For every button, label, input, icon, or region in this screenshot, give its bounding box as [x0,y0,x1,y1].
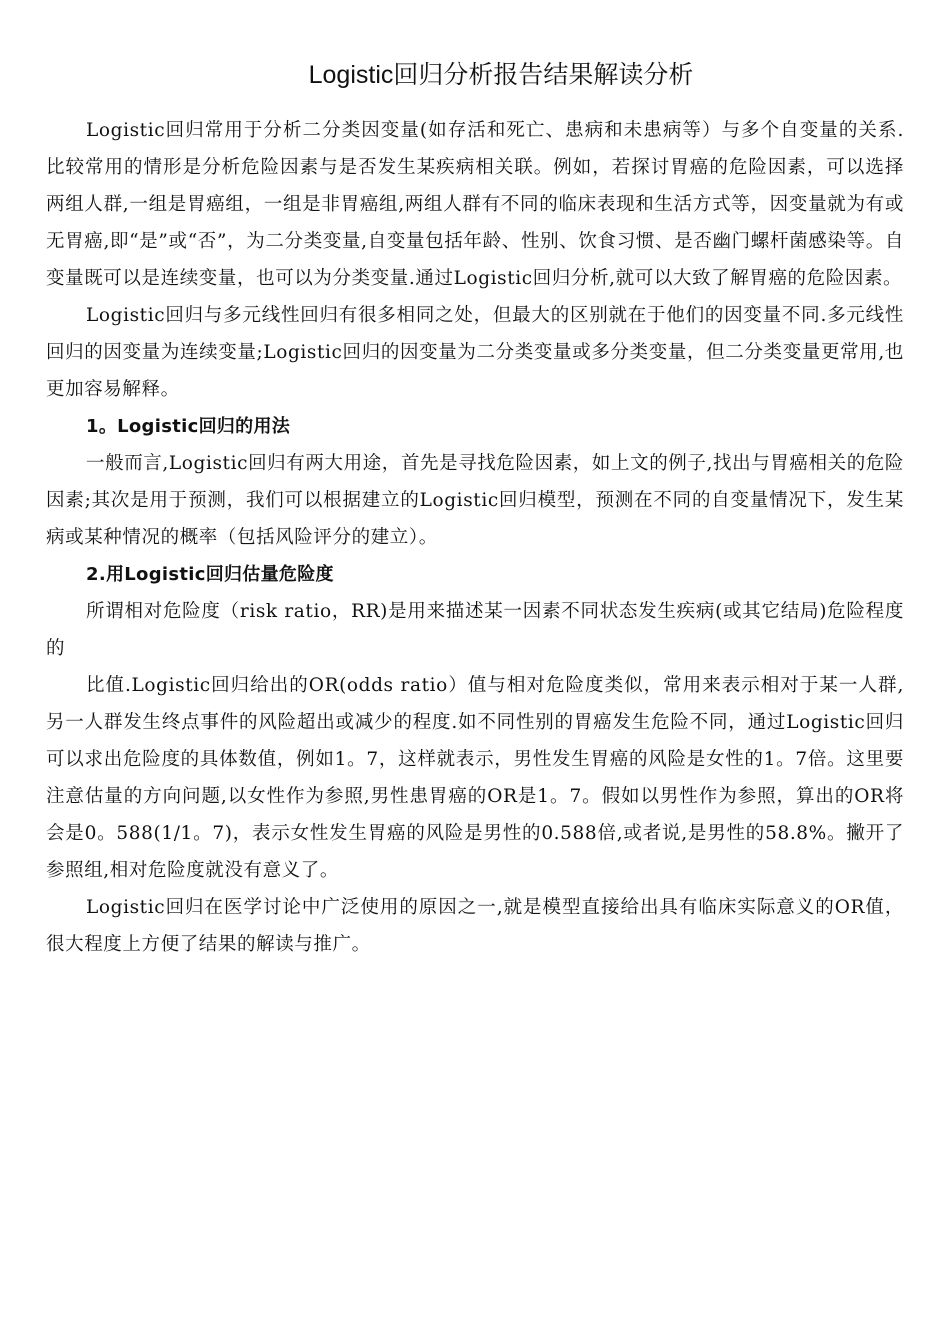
paragraph-usage: 一般而言,Logistic回归有两大用途，首先是寻找危险因素，如上文的例子,找出与胃癌相关的危险因素;其次是用于预测，我们可以根据建立的Logistic回归模型，预测在不同的自变量情况下，发生某病或某种情况的概率（包括风险评分的建立）。 [46,453,904,548]
paragraph-odds-ratio: 比值.Logistic回归给出的OR(odds ratio）值与相对危险度类似，常用来表示相对于某一人群,另一人群发生终点事件的风险超出或减少的程度.如不同性别的胃癌发生危险不同，通过Logistic回归可以求出危险度的具体数值，例如1。7，这样就表示，男性发生胃癌的风险是女性的1。7倍。这里要注意估量的方向问题,以女性作为参照,男性患胃癌的OR是1。7。假如以男性作为参照，算出的OR将会是0。588(1/1。7)，表示女性发生胃癌的风险是男性的0.588倍,或者说,是男性的58.8%。撇开了参照组,相对危险度就没有意义了。 [46,675,904,881]
paragraph-intro: Logistic回归常用于分析二分类因变量(如存活和死亡、患病和未患病等）与多个自变量的关系.比较常用的情形是分析危险因素与是否发生某疾病相关联。例如，若探讨胃癌的危险因素，可以选择两组人群,一组是胃癌组，一组是非胃癌组,两组人群有不同的临床表现和生活方式等，因变量就为有或无胃癌,即“是”或“否”，为二分类变量,自变量包括年龄、性别、饮食习惯、是否幽门螺杆菌感染等。自变量既可以是连续变量，也可以为分类变量.通过Logistic回归分析,就可以大致了解胃癌的危险因素。 [46,120,904,289]
paragraph-conclusion: Logistic回归在医学讨论中广泛使用的原因之一,就是模型直接给出具有临床实际意义的OR值，很大程度上方便了结果的解读与推广。 [46,897,904,955]
section-heading-usage: 1。Logistic回归的用法 [86,416,291,437]
document-body [46,112,904,963]
paragraph-risk-definition: 所谓相对危险度（risk ratio，RR)是用来描述某一因素不同状态发生疾病(或其它结局)危险程度的 [46,601,904,659]
document-title: Logistic回归分析报告结果解读分析 [308,61,694,89]
paragraph-comparison: Logistic回归与多元线性回归有很多相同之处，但最大的区别就在于他们的因变量不同.多元线性回归的因变量为连续变量;Logistic回归的因变量为二分类变量或多分类变量，但二分类变量更常用,也更加容易解释。 [46,305,904,400]
section-heading-risk: 2.用Logistic回归估量危险度 [86,564,334,585]
